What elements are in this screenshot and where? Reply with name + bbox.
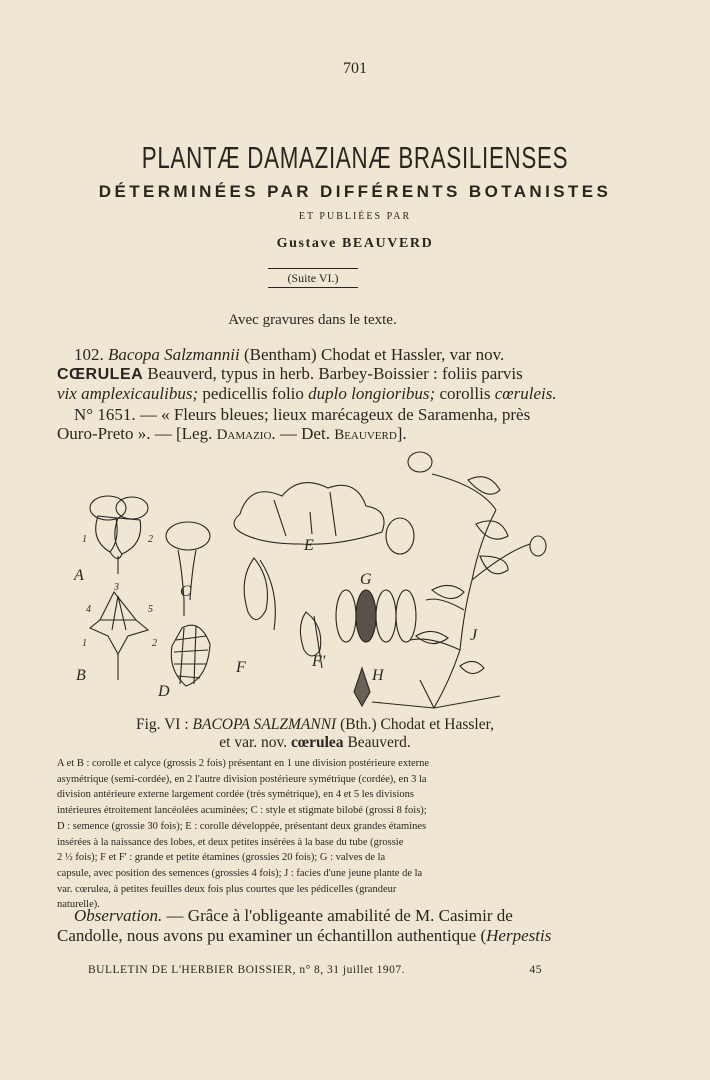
legend-line: A et B : corolle et calyce (grossis 2 fois) présentant en 1 une division postérieure externe (57, 758, 430, 769)
figure-h-element (354, 668, 370, 706)
legend-line: insérées à la naissance des lobes, et deux petites insérées à la base du tube (grossie (57, 836, 404, 848)
suite-label: (Suite VI.) (268, 268, 358, 288)
entry-102-line-3 (57, 384, 567, 403)
label-j: J (470, 627, 478, 644)
label-c: C (180, 583, 191, 600)
legend-line: naturelle). (57, 899, 100, 911)
label-h: H (372, 667, 384, 684)
article-title: PLANTÆ DAMAZIANÆ BRASILIENSES (141, 140, 569, 175)
label-num-2b: 2 (152, 638, 157, 649)
observation-paragraph (57, 906, 570, 946)
determiner-name: Beauverd (334, 427, 397, 443)
caption-species: BACOPA SALZMANNI (192, 716, 337, 733)
diagnosis-italic-2: duplo longioribus; (308, 384, 436, 403)
label-num-1: 1 (82, 534, 87, 545)
diagnosis-italic-3: cœruleis. (494, 384, 557, 403)
collector-name: Damazio (216, 427, 272, 443)
figure-g-valves (336, 590, 416, 642)
article-subtitle: DÉTERMINÉES PAR DIFFÉRENTS BOTANISTES (98, 182, 612, 201)
species-name: Bacopa Salzmannii (108, 345, 240, 364)
label-num-5: 5 (148, 604, 153, 615)
footer-signature: 45 (529, 964, 542, 976)
label-f-prime: F' (312, 653, 326, 670)
entry-1651-line-1: N° 1651. — « Fleurs bleues; lieux marécageux de Saramenha, près (74, 405, 531, 424)
caption-line-1 (60, 716, 570, 734)
observation-heading: Observation. (74, 906, 163, 925)
entry-number: 102. (74, 345, 108, 364)
figure-f-stamen (244, 558, 275, 630)
leg-prefix: Ouro-Preto ». — [Leg. (57, 424, 217, 443)
figure-e-corolla (234, 483, 384, 545)
figure-b-calyx (90, 592, 148, 680)
figure-j-plant (372, 452, 546, 708)
figure-legend (57, 756, 570, 913)
label-f: F (236, 659, 246, 676)
variety-name: CŒRULEA (57, 366, 144, 383)
avec-gravures: Avec gravures dans le texte. (228, 312, 397, 328)
authority: (Bentham) Chodat et Hassler, var nov. (239, 345, 505, 364)
legend-line: var. cœrulea, à petites feuilles deux fois plus courtes que les pédicelles (grandeur (57, 883, 397, 895)
figure-caption (60, 716, 570, 752)
observation-text-1: — Grâce à l'obligeante amabilité de M. Casimir de (162, 906, 513, 925)
entry-1651 (57, 405, 567, 445)
legend-line: division antérieure externe largement cordée (très symétrique), en 4 et 5 les divisions (57, 789, 414, 801)
caption-line-2 (60, 734, 570, 752)
typus-text: Beauverd, typus in herb. Barbey-Boissier : foliis parvis (143, 364, 523, 383)
footer-bulletin: BULLETIN DE L'HERBIER BOISSIER, n° 8, 31 juillet 1907. (88, 964, 406, 976)
caption-fig-label: Fig. VI : (135, 716, 193, 733)
legend-line: 2 ½ fois); F et F' : grande et petite étamines (grossies 20 fois); G : valves de la (57, 852, 386, 864)
author: Gustave BEAUVERD (276, 236, 434, 251)
observation-line-2 (57, 926, 570, 946)
botanical-figure (60, 440, 580, 710)
caption-variety: cœrulea (291, 734, 344, 751)
caption-author: Beauverd. (343, 734, 411, 751)
det-prefix: . — Det. (271, 424, 335, 443)
label-num-4: 4 (86, 604, 91, 615)
caption-var-prefix: et var. nov. (219, 734, 292, 751)
figure-c-style (166, 522, 210, 616)
closing-bracket: ]. (396, 424, 407, 443)
entry-102 (57, 345, 567, 403)
diagnosis-text-2: corollis (435, 384, 495, 403)
observation-line-1 (57, 906, 570, 926)
figure-d-seed (171, 625, 210, 686)
label-g: G (360, 571, 372, 588)
label-num-1b: 1 (82, 638, 87, 649)
label-num-2: 2 (148, 534, 153, 545)
label-a: A (74, 567, 84, 584)
legend-line: capsule, avec position des semences (grossies 4 fois); J : facies d'une jeune plante de la (57, 867, 423, 879)
entry-102-line-1 (57, 345, 567, 364)
figure-a-corolle (90, 496, 148, 574)
page-number: 701 (343, 60, 367, 77)
published-by: ET PUBLIÉES PAR (298, 211, 412, 222)
label-e: E (304, 537, 314, 554)
diagnosis-italic-1: vix amplexicaulibus; (57, 384, 199, 403)
entry-102-line-2 (57, 364, 567, 384)
observation-text-2: Candolle, nous avons pu examiner un échantillon authentique ( (57, 926, 487, 945)
page-footer (88, 964, 542, 976)
diagnosis-text-1: pedicellis folio (198, 384, 309, 403)
label-b: B (76, 667, 86, 684)
label-num-3: 3 (114, 582, 119, 593)
label-d: D (158, 683, 170, 700)
legend-line: asymétrique (semi-cordée), en 2 l'autre division postérieure symétrique (cordée), en 3 la (57, 773, 427, 785)
caption-authority: (Bth.) Chodat et Hassler, (336, 716, 495, 733)
legend-line: D : semence (grossie 30 fois); E : corolle développée, présentant deux grandes étamines (57, 820, 427, 832)
legend-line: intérieures étroitement lancéolées acuminées; C : style et stigmate bilobé (grossi 8 fois); (57, 805, 427, 817)
observation-genus: Herpestis (486, 926, 552, 945)
